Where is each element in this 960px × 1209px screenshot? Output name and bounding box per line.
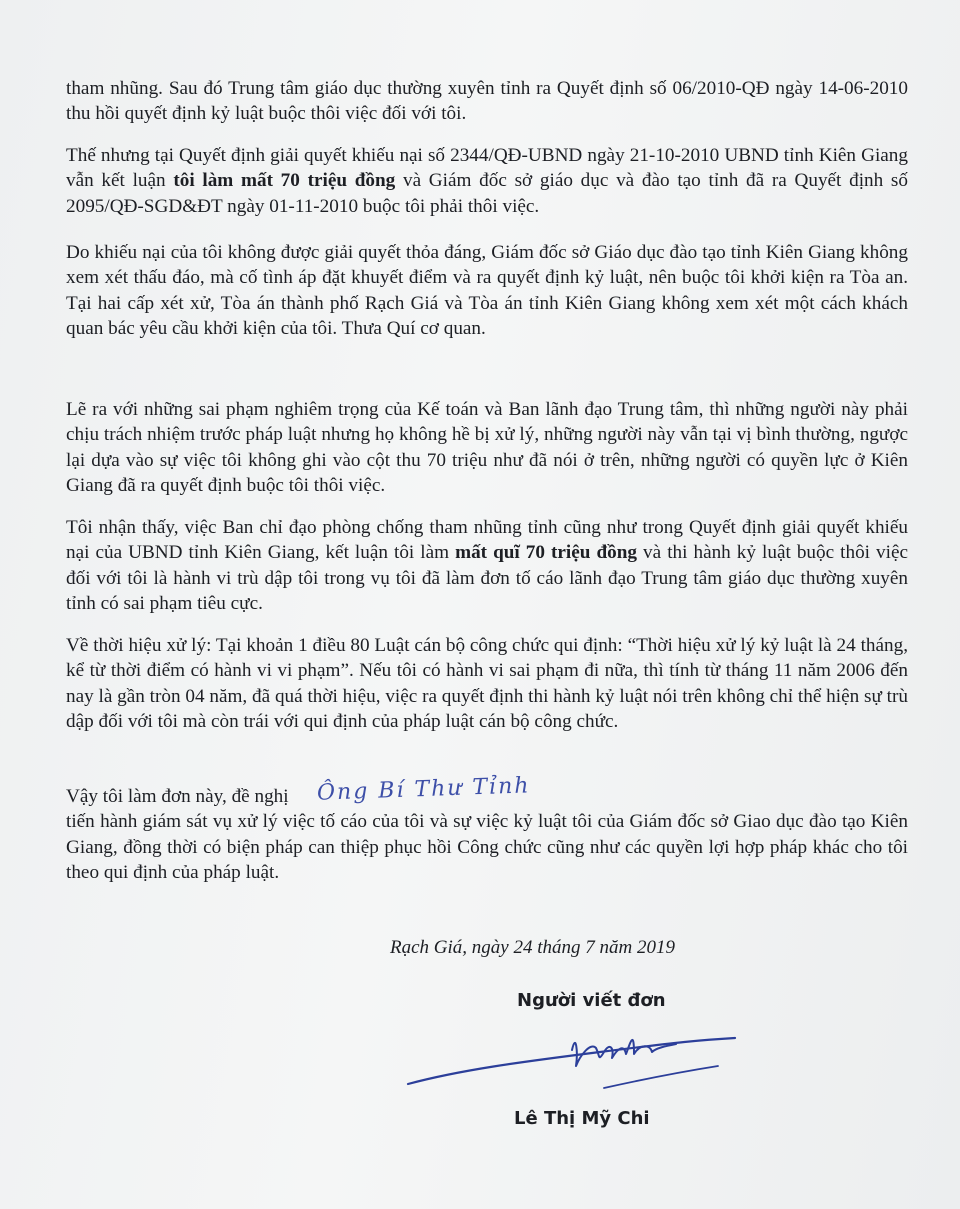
paragraph-5 (66, 515, 908, 616)
paragraph-3: Do khiếu nại của tôi không được giải quyết thỏa đáng, Giám đốc sở Giáo dục đào tạo tỉnh Kiên Giang không xem xét thấu đáo, mà cố tình áp đặt khuyết điểm và ra quyết định kỷ luật, nên buộc tôi khởi kiện ra Tòa an. Tại hai cấp xét xử, Tòa án thành phố Rạch Giá và Tòa án tỉnh Kiên Giang không xem xét một cách khách quan bác yêu cầu khởi kiện của tôi. Thưa Quí cơ quan. (66, 242, 908, 339)
paragraph-6: Về thời hiệu xử lý: Tại khoản 1 điều 80 Luật cán bộ công chức qui định: “Thời hiệu xử lý kỷ luật là 24 tháng, kể từ thời điểm có hành vi vi phạm”. Nếu tôi có hành vi sai phạm đi nữa, thì tính từ tháng 11 năm 2006 đến nay là gần tròn 04 năm, đã quá thời hiệu, việc ra quyết định thi hành kỷ luật nói trên không chỉ thể hiện sự trù dập đối với tôi mà còn trái với qui định của pháp luật cán bộ công chức. (66, 635, 908, 732)
paragraph-2-text-b: và Giám đốc sở giáo dục và đào tạo tỉnh đã ra Quyết định số 2095/QĐ-SGD&ĐT ngày 01-11-2010 buộc tôi phải thôi việc. (66, 170, 908, 217)
paragraph-5-bold: mất quĩ 70 triệu đồng (455, 542, 638, 564)
place-date: Rạch Giá, ngày 24 tháng 7 năm 2019 (390, 937, 675, 958)
paragraph-2-text-a: Thế nhưng tại Quyết định giải quyết khiếu nại số 2344/QĐ-UBND ngày 21-10-2010 UBND tỉnh Kiên Giang vẫn kết luận (66, 145, 908, 192)
signer-title: Người viết đơn (517, 990, 666, 1011)
paragraph-2-bold: tôi làm mất 70 triệu đồng (173, 170, 396, 192)
paragraph-4: Lẽ ra với những sai phạm nghiêm trọng của Kế toán và Ban lãnh đạo Trung tâm, thì những người này phải chịu trách nhiệm trước pháp luật nhưng họ không hề bị xử lý, những người này vẫn tại vị bình thường, ngược lại dựa vào sự việc tôi không ghi vào cột thu 70 triệu như đã nói ở trên, những người có quyền lực ở Kiên Giang đã ra quyết định buộc tôi thôi việc. (66, 399, 908, 496)
handwritten-recipient: Ông Bí Thư Tỉnh (316, 773, 531, 806)
paragraph-7-text-b: tiến hành giám sát vụ xử lý việc tố cáo của tôi và sự việc kỷ luật tôi của Giám đốc sở Giao dục đào tạo Kiên Giang, đồng thời có biện pháp can thiệp phục hồi Công chức cũng như các quyền lợi hợp pháp khác cho tôi theo qui định của pháp luật. (66, 811, 908, 883)
paragraph-5-text-a: Tôi nhận thấy, việc Ban chỉ đạo phòng chống tham nhũng tỉnh cũng như trong Quyết định giải quyết khiếu nại của UBND tỉnh Kiên Giang, kết luận tôi làm (66, 517, 908, 564)
paragraph-7-text-a: Vậy tôi làm đơn này, đề nghị (66, 786, 289, 807)
paragraph-1: tham nhũng. Sau đó Trung tâm giáo dục thường xuyên tỉnh ra Quyết định số 06/2010-QĐ ngày 14-06-2010 thu hồi quyết định kỷ luật buộc thôi việc đối với tôi. (66, 78, 908, 125)
signature (400, 1022, 740, 1102)
paragraph-7 (66, 773, 908, 885)
paragraph-2 (66, 143, 908, 219)
signer-name: Lê Thị Mỹ Chi (514, 1108, 650, 1129)
paragraph-5-text-b: và thi hành kỷ luật buộc thôi việc đối với tôi là hành vi trù dập tôi trong vụ tôi đã làm đơn tố cáo lãnh đạo Trung tâm giáo dục thường xuyên tỉnh có sai phạm tiêu cực. (66, 542, 908, 614)
